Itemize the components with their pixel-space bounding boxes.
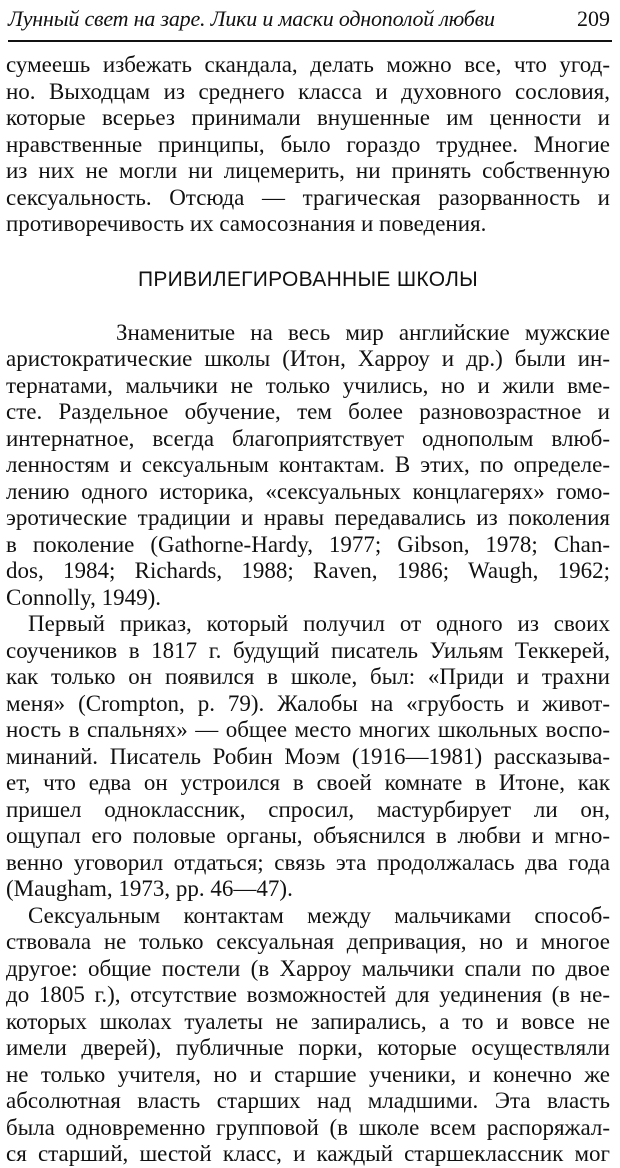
- text-line: меня» (Crompton, p. 79). Жалобы на «грубость и живот-: [6, 690, 610, 716]
- text-line: другое: общие постели (в Харроу мальчики спали по двое: [6, 955, 610, 981]
- section-heading: ПРИВИЛЕГИРОВАННЫЕ ШКОЛЫ: [137, 267, 479, 291]
- text-line: как только он появился в школе, был: «Приди и трахни: [6, 664, 610, 689]
- text-line: ность в спальнях» — общее место многих школьных воспо-: [6, 717, 610, 742]
- text-line: сексуальность. Отсюда — трагическая разорванность и: [6, 184, 610, 210]
- text-line: противоречивость их самосознания и поведения.: [6, 211, 487, 236]
- text-line: имели дверей), публичные порки, которые осуществляли: [6, 1035, 610, 1060]
- text-line: Знаменитые на весь мир английские мужские: [116, 319, 610, 345]
- text-line: была одновременно групповой (в школе всем распоряжал-: [6, 1114, 610, 1140]
- text-line: аристократические школы (Итон, Харроу и др.) были ин-: [6, 346, 610, 371]
- paragraph: [6, 611, 610, 903]
- paragraph: [6, 320, 610, 612]
- text-line: Сексуальным контактам между мальчиками способ-: [28, 902, 610, 928]
- text-line: из них не могли ни лицемерить, ни принять собственную: [6, 158, 610, 183]
- text-line: нравственные принципы, было гораздо труднее. Многие: [6, 131, 610, 157]
- text-line: соучеников в 1817 г. будущий писатель Уильям Теккерей,: [6, 637, 610, 663]
- text-line: Первый приказ, который получил от одного из своих: [28, 611, 610, 636]
- text-line: которых школах туалеты не запирались, а то и вовсе не: [6, 1008, 610, 1034]
- text-line: сумеешь избежать скандала, делать можно все, что угод-: [6, 52, 610, 77]
- text-line: ствовала не только сексуальная депривация, но и многое: [6, 929, 610, 954]
- running-title: Лунный свет на заре. Лики и маски однополой любви: [8, 6, 495, 31]
- text-line: абсолютная власть старших над младшими. Эта власть: [6, 1088, 610, 1113]
- text-line: (Maugham, 1973, pp. 46—47).: [6, 876, 293, 901]
- text-line: Connolly, 1949).: [6, 584, 162, 610]
- text-line: лению одного историка, «сексуальных концлагерях» гомо-: [6, 478, 610, 504]
- paragraph: [6, 903, 610, 1168]
- text-line: до 1805 г.), отсутствие возможностей для уединения (в не-: [6, 982, 610, 1007]
- body-text: [6, 52, 610, 1168]
- text-line: пришел одноклассник, спросил, мастурбирует ли он,: [6, 796, 610, 822]
- text-line: эротические традиции и нравы передавались из поколения: [6, 505, 610, 530]
- running-header: [8, 0, 612, 42]
- text-line: интернатное, всегда благоприятствует однополым влюб-: [6, 425, 610, 451]
- text-line: ет, что едва он устроился в своей комнате в Итоне, как: [6, 770, 610, 795]
- paragraph-continuation: [6, 52, 610, 238]
- text-line: тернатами, мальчики не только учились, но и жили вме-: [6, 372, 610, 398]
- text-line: не только учителя, но и старшие ученики, и конечно же: [6, 1061, 610, 1087]
- text-line: которые всерьез принимали внушенные им ценности и: [6, 105, 610, 130]
- text-line: минаний. Писатель Робин Моэм (1916—1981) рассказыва-: [6, 743, 610, 769]
- text-line: ся старший, шестой класс, и каждый старшеклассник мог: [6, 1141, 610, 1166]
- text-line: венно уговорил отдаться; связь эта продолжалась два года: [6, 849, 610, 875]
- text-line: ленностям и сексуальным контактам. В этих, по определе-: [6, 452, 610, 477]
- text-line: в поколение (Gathorne-Hardy, 1977; Gibson, 1978; Chan-: [6, 531, 610, 557]
- text-line: ощупал его половые органы, объяснился в любви и мгно-: [6, 823, 610, 848]
- text-line: сте. Раздельное обучение, тем более разновозрастное и: [6, 399, 610, 424]
- text-line: но. Выходцам из среднего класса и духовного сословия,: [6, 78, 610, 104]
- page-number: 209: [577, 6, 610, 31]
- text-line: dos, 1984; Richards, 1988; Raven, 1986; Waugh, 1962;: [6, 558, 610, 583]
